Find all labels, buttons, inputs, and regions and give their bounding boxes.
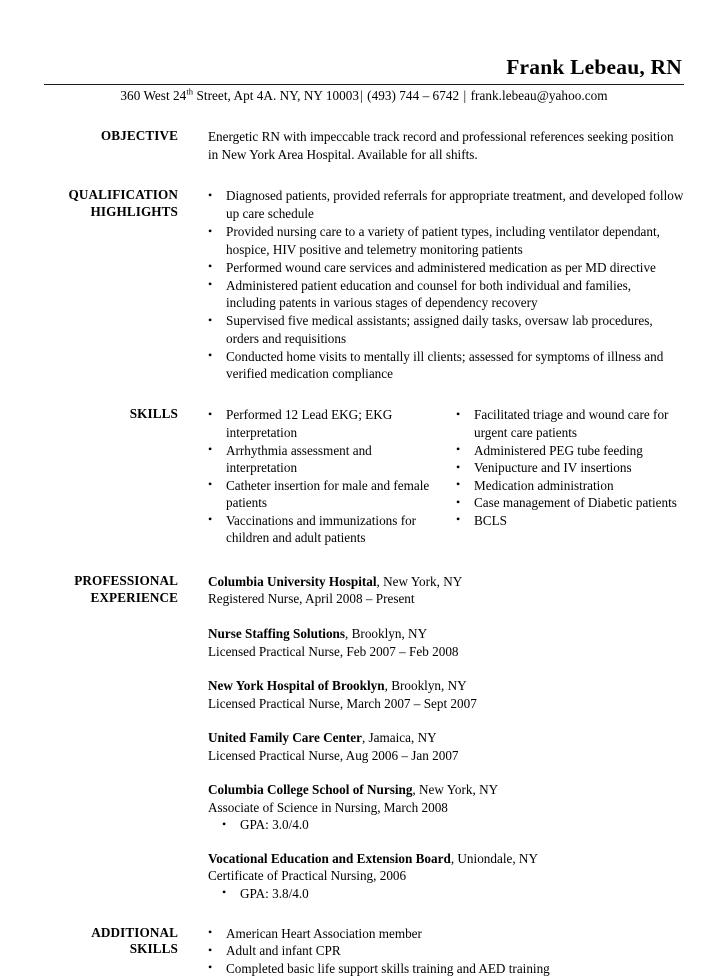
list-item: • Vaccinations and immunizations for children and adult patients bbox=[208, 512, 442, 547]
qualifications-label-line1: QUALIFICATION bbox=[68, 187, 178, 203]
resume-content bbox=[44, 0, 684, 977]
contact-address-prefix: 360 West 24 bbox=[120, 87, 187, 103]
experience-body bbox=[178, 573, 684, 903]
entry-organization-line bbox=[208, 850, 684, 868]
entry-bullets bbox=[208, 885, 684, 903]
entry-role: Registered Nurse, April 2008 – Present bbox=[208, 591, 415, 607]
contact-line bbox=[44, 85, 684, 105]
entry-role: Licensed Practical Nurse, March 2007 – Sept 2007 bbox=[208, 695, 477, 711]
skills-column-right bbox=[452, 406, 684, 546]
list-item: • GPA: 3.0/4.0 bbox=[208, 816, 684, 834]
contact-address-suffix: Street, Apt 4A. NY, NY 10003 bbox=[193, 87, 360, 103]
qualifications-list bbox=[208, 187, 684, 383]
objective-text: Energetic RN with impeccable track record and professional references seeking position in New York Area Hospital. Available for all shifts. bbox=[208, 129, 674, 162]
entry-role: Licensed Practical Nurse, Feb 2007 – Feb 2008 bbox=[208, 643, 459, 659]
list-item: • Performed 12 Lead EKG; EKG interpretation bbox=[208, 406, 442, 441]
entry-organization: Nurse Staffing Solutions bbox=[208, 625, 346, 641]
skills-body bbox=[178, 406, 684, 546]
list-item: • Administered PEG tube feeding bbox=[456, 442, 684, 460]
section-label-skills bbox=[44, 406, 178, 423]
skills-columns bbox=[208, 406, 684, 546]
experience-entry bbox=[208, 729, 684, 764]
list-item: • Provided nursing care to a variety of patient types, including ventilator dependant, hospice, HIV positive and telemetry monitoring patients bbox=[208, 223, 684, 258]
list-item: • Catheter insertion for male and female patients bbox=[208, 477, 442, 512]
additional-skills-label-line2: SKILLS bbox=[129, 941, 178, 957]
experience-entry bbox=[208, 677, 684, 712]
entry-role: Certificate of Practical Nursing, 2006 bbox=[208, 868, 407, 884]
section-objective bbox=[44, 128, 684, 163]
entry-location: , New York, NY bbox=[376, 573, 463, 589]
list-item: • Diagnosed patients, provided referrals for appropriate treatment, and developed follow up care schedule bbox=[208, 187, 684, 222]
entry-organization-line bbox=[208, 625, 684, 643]
entry-location: , Uniondale, NY bbox=[450, 850, 538, 866]
list-item: • Medication administration bbox=[456, 477, 684, 495]
skills-list-left bbox=[208, 406, 442, 546]
additional-skills-label-line1: ADDITIONAL bbox=[91, 924, 178, 940]
entry-bullets bbox=[208, 816, 684, 834]
list-item: • GPA: 3.8/4.0 bbox=[208, 885, 684, 903]
experience-label-line1: PROFESSIONAL bbox=[74, 572, 178, 588]
entry-organization: New York Hospital of Brooklyn bbox=[208, 678, 385, 694]
section-label-qualifications bbox=[44, 187, 178, 221]
list-item: • Conducted home visits to mentally ill clients; assessed for symptoms of illness and verified medication compliance bbox=[208, 348, 684, 383]
contact-separator-1: | bbox=[360, 87, 363, 103]
list-item: • Arrhythmia assessment and interpretation bbox=[208, 442, 442, 477]
entry-location: , Brooklyn, NY bbox=[345, 625, 428, 641]
skills-label-line: SKILLS bbox=[129, 406, 178, 422]
address-ordinal-suffix: th bbox=[186, 86, 194, 97]
list-item: • American Heart Association member bbox=[208, 925, 684, 943]
objective-body bbox=[178, 128, 684, 163]
list-item: • Facilitated triage and wound care for urgent care patients bbox=[456, 406, 684, 441]
entry-organization-line bbox=[208, 729, 684, 747]
experience-entry bbox=[208, 573, 684, 608]
additional-skills-body bbox=[178, 925, 684, 977]
list-item: • Adult and infant CPR bbox=[208, 942, 684, 960]
skills-column-left bbox=[208, 406, 452, 546]
list-item: • Supervised five medical assistants; assigned daily tasks, oversaw lab procedures, orders and requisitions bbox=[208, 312, 684, 347]
entry-organization-line bbox=[208, 677, 684, 695]
section-label-additional-skills bbox=[44, 925, 178, 959]
entry-organization: Vocational Education and Extension Board bbox=[208, 850, 451, 866]
qualifications-label-line2: HIGHLIGHTS bbox=[90, 204, 178, 220]
section-qualification-highlights bbox=[44, 187, 684, 383]
list-item: • Venipucture and IV insertions bbox=[456, 459, 684, 477]
education-entry bbox=[208, 850, 684, 903]
contact-phone: (493) 744 – 6742 bbox=[367, 87, 460, 103]
entry-role: Licensed Practical Nurse, Aug 2006 – Jan 2007 bbox=[208, 747, 459, 763]
experience-entry bbox=[208, 625, 684, 660]
contact-email[interactable]: frank.lebeau@yahoo.com bbox=[470, 87, 608, 103]
experience-label-line2: EXPERIENCE bbox=[90, 589, 178, 605]
list-item: • Performed wound care services and administered medication as per MD directive bbox=[208, 259, 684, 277]
section-skills bbox=[44, 406, 684, 546]
entry-organization: Columbia University Hospital bbox=[208, 573, 377, 589]
section-additional-skills bbox=[44, 925, 684, 977]
list-item: • Administered patient education and counsel for both individual and families, including patents in various stages of dependency recovery bbox=[208, 277, 684, 312]
skills-list-right bbox=[456, 406, 684, 529]
section-label-experience bbox=[44, 573, 178, 607]
list-item: • Case management of Diabetic patients bbox=[456, 494, 684, 512]
entry-organization: United Family Care Center bbox=[208, 730, 362, 746]
additional-skills-list bbox=[208, 925, 684, 977]
entry-role: Associate of Science in Nursing, March 2008 bbox=[208, 799, 448, 815]
contact-separator-2: | bbox=[463, 87, 467, 103]
entry-organization: Columbia College School of Nursing bbox=[208, 782, 413, 798]
candidate-name: Frank Lebeau, RN bbox=[506, 55, 682, 79]
resume-header bbox=[44, 0, 684, 104]
entry-location: , New York, NY bbox=[412, 782, 499, 798]
list-item: • BCLS bbox=[456, 512, 684, 530]
entry-location: , Jamaica, NY bbox=[361, 730, 437, 746]
qualifications-body bbox=[178, 187, 684, 383]
entry-organization-line bbox=[208, 573, 684, 591]
entry-organization-line bbox=[208, 781, 684, 799]
entry-location: , Brooklyn, NY bbox=[384, 678, 467, 694]
objective-label-line: OBJECTIVE bbox=[100, 128, 178, 144]
education-entry bbox=[208, 781, 684, 834]
section-label-objective bbox=[44, 128, 178, 145]
list-item: • Completed basic life support skills training and AED training bbox=[208, 960, 684, 977]
section-professional-experience bbox=[44, 573, 684, 903]
